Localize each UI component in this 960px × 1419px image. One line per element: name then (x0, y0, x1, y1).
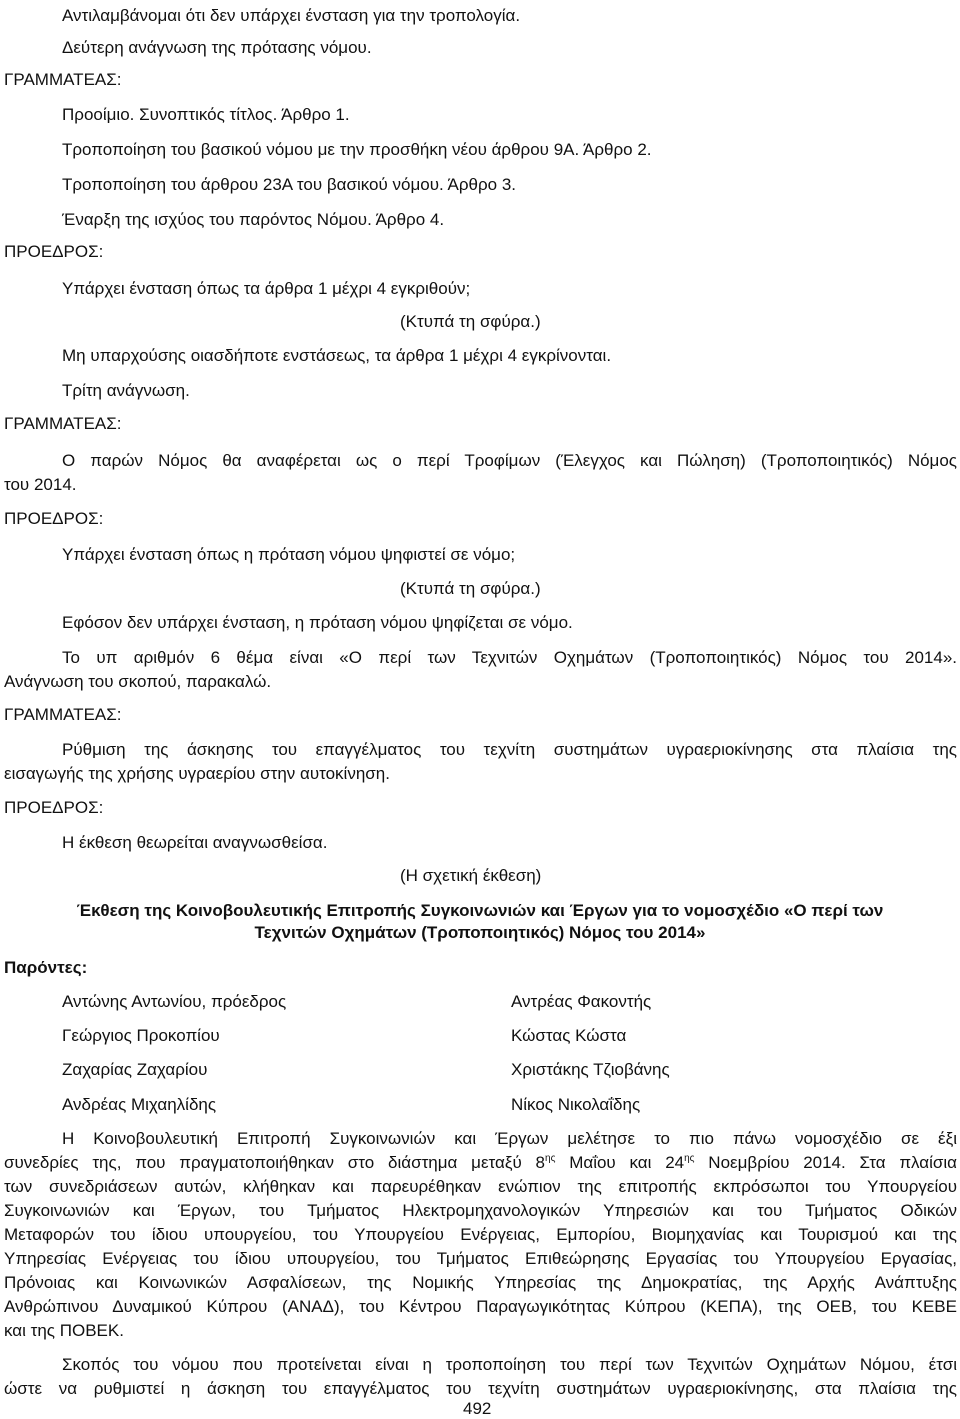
report-title: Τεχνιτών Οχημάτων (Τροποποιητικός) Νόμος του 2014» (254, 923, 706, 942)
stage-direction: (Κτυπά τη σφύρα.) (400, 312, 541, 331)
transcript-line: εισαγωγής της χρήσης υγραερίου στην αυτοκίνηση. (4, 764, 390, 783)
report-paragraph-line: ώστε να ρυθμιστεί η άσκηση του επαγγέλματος του τεχνίτη συστημάτων υγραεριοκίνησης, στα πλαίσια της (4, 1379, 957, 1398)
speaker-label: ΠΡΟΕΔΡΟΣ: (4, 798, 104, 817)
speaker-label: ΠΡΟΕΔΡΟΣ: (4, 509, 104, 528)
report-title: Έκθεση της Κοινοβουλευτικής Επιτροπής Συγκοινωνιών και Έργων για το νομοσχέδιο «Ο περί των (76, 901, 884, 920)
report-paragraph-line: και της ΠΟΒΕΚ. (4, 1321, 124, 1340)
transcript-line: Ο παρών Νόμος θα αναφέρεται ως ο περί Τροφίμων (Έλεγχος και Πώληση) (Τροποποιητικός) Νόμος (62, 451, 957, 470)
para-text: Μαΐου και 24 (555, 1153, 685, 1172)
speaker-label: ΓΡΑΜΜΑΤΕΑΣ: (4, 705, 122, 724)
transcript-line: Προοίμιο. Συνοπτικός τίτλος. Άρθρο 1. (62, 105, 350, 124)
para-text: συνεδρίες της, που πραγματοποιήθηκαν στο διάστημα μεταξύ 8 (4, 1153, 546, 1172)
report-paragraph-line (4, 1153, 957, 1173)
transcript-line: Αντιλαμβάνομαι ότι δεν υπάρχει ένσταση για την τροπολογία. (62, 6, 521, 25)
present-label: Παρόντες: (4, 958, 88, 977)
transcript-line: Μη υπαρχούσης οιασδήποτε ενστάσεως, τα άρθρα 1 μέχρι 4 εγκρίνονται. (62, 346, 612, 365)
stage-direction: (Η σχετική έκθεση) (400, 866, 542, 885)
transcript-line: Τρίτη ανάγνωση. (62, 381, 190, 400)
report-paragraph-line: των συνεδριάσεων αυτών, κλήθηκαν και παρευρέθηκαν ενώπιον της επιτροπής εκπρόσωποι του Υπουργείου (4, 1177, 957, 1196)
member-name: Αντρέας Φακοντής (511, 992, 652, 1011)
stage-direction: (Κτυπά τη σφύρα.) (400, 579, 541, 598)
transcript-line: του 2014. (4, 475, 77, 494)
transcript-line: Δεύτερη ανάγνωση της πρότασης νόμου. (62, 38, 372, 57)
member-name: Αντώνης Αντωνίου, πρόεδρος (62, 992, 287, 1011)
page-number: 492 (463, 1399, 492, 1418)
report-paragraph-line: Υπηρεσίας Ενέργειας του ίδιου υπουργείου, του Τμήματος Επιθεώρησης Εργασίας του Υπουργείου Εργασίας, (4, 1249, 957, 1268)
member-name: Κώστας Κώστα (511, 1026, 627, 1045)
report-paragraph-line: Ανθρώπινου Δυναμικού Κύπρου (ΑΝΑΔ), του Κέντρου Παραγωγικότητας Κύπρου (ΚΕΠΑ), της ΟΕΒ, του ΚΕΒΕ (4, 1297, 957, 1316)
member-name: Ανδρέας Μιχαηλίδης (62, 1095, 217, 1114)
transcript-line: Το υπ αριθμόν 6 θέμα είναι «Ο περί των Τεχνιτών Οχημάτων (Τροποποιητικός) Νόμος του 2014». (62, 648, 957, 667)
transcript-line: Τροποποίηση του βασικού νόμου με την προσθήκη νέου άρθρου 9Α. Άρθρο 2. (62, 140, 652, 159)
speaker-label: ΠΡΟΕΔΡΟΣ: (4, 242, 104, 261)
report-paragraph-line: Σκοπός του νόμου που προτείνεται είναι η τροποποίηση του περί των Τεχνιτών Οχημάτων Νόμου, έτσι (62, 1355, 957, 1374)
transcript-line: Εφόσον δεν υπάρχει ένσταση, η πρόταση νόμου ψηφίζεται σε νόμο. (62, 613, 573, 632)
member-name: Γεώργιος Προκοπίου (62, 1026, 220, 1045)
member-name: Ζαχαρίας Ζαχαρίου (62, 1060, 208, 1079)
transcript-line: Υπάρχει ένσταση όπως η πρόταση νόμου ψηφιστεί σε νόμο; (62, 545, 516, 564)
ordinal-suffix: ης (545, 1153, 556, 1164)
report-paragraph-line: Πρόνοιας και Κοινωνικών Ασφαλίσεων, της Νομικής Υπηρεσίας της Δημοκρατίας, της Αρχής Ανάπτυξης (4, 1273, 957, 1292)
transcript-line: Ρύθμιση της άσκησης του επαγγέλματος του τεχνίτη συστημάτων υγραεριοκίνησης στα πλαίσια της (62, 740, 957, 759)
transcript-line: Υπάρχει ένσταση όπως τα άρθρα 1 μέχρι 4 εγκριθούν; (62, 279, 471, 298)
transcript-line: Τροποποίηση του άρθρου 23Α του βασικού νόμου. Άρθρο 3. (62, 175, 516, 194)
report-paragraph-line: Συγκοινωνιών και Έργων, του Τμήματος Ηλεκτρομηχανολογικών Υπηρεσιών και του Τμήματος Οδικών (4, 1201, 957, 1220)
ordinal-suffix: ης (684, 1153, 695, 1164)
member-name: Χριστάκης Τζιοβάνης (511, 1060, 670, 1079)
speaker-label: ΓΡΑΜΜΑΤΕΑΣ: (4, 70, 122, 89)
para-text: Νοεμβρίου 2014. Στα πλαίσια (694, 1153, 957, 1172)
transcript-line: Έναρξη της ισχύος του παρόντος Νόμου. Άρθρο 4. (62, 210, 445, 229)
report-paragraph-line: Η Κοινοβουλευτική Επιτροπή Συγκοινωνιών και Έργων μελέτησε το πιο πάνω νομοσχέδιο σε έξι (62, 1129, 957, 1148)
speaker-label: ΓΡΑΜΜΑΤΕΑΣ: (4, 414, 122, 433)
transcript-line: Ανάγνωση του σκοπού, παρακαλώ. (4, 672, 272, 691)
member-name: Νίκος Νικολαΐδης (511, 1095, 641, 1114)
transcript-line: Η έκθεση θεωρείται αναγνωσθείσα. (62, 833, 328, 852)
report-paragraph-line: Μεταφορών του ίδιου υπουργείου, του Υπουργείου Ενέργειας, Εμπορίου, Βιομηχανίας και Τουρισμού και της (4, 1225, 957, 1244)
